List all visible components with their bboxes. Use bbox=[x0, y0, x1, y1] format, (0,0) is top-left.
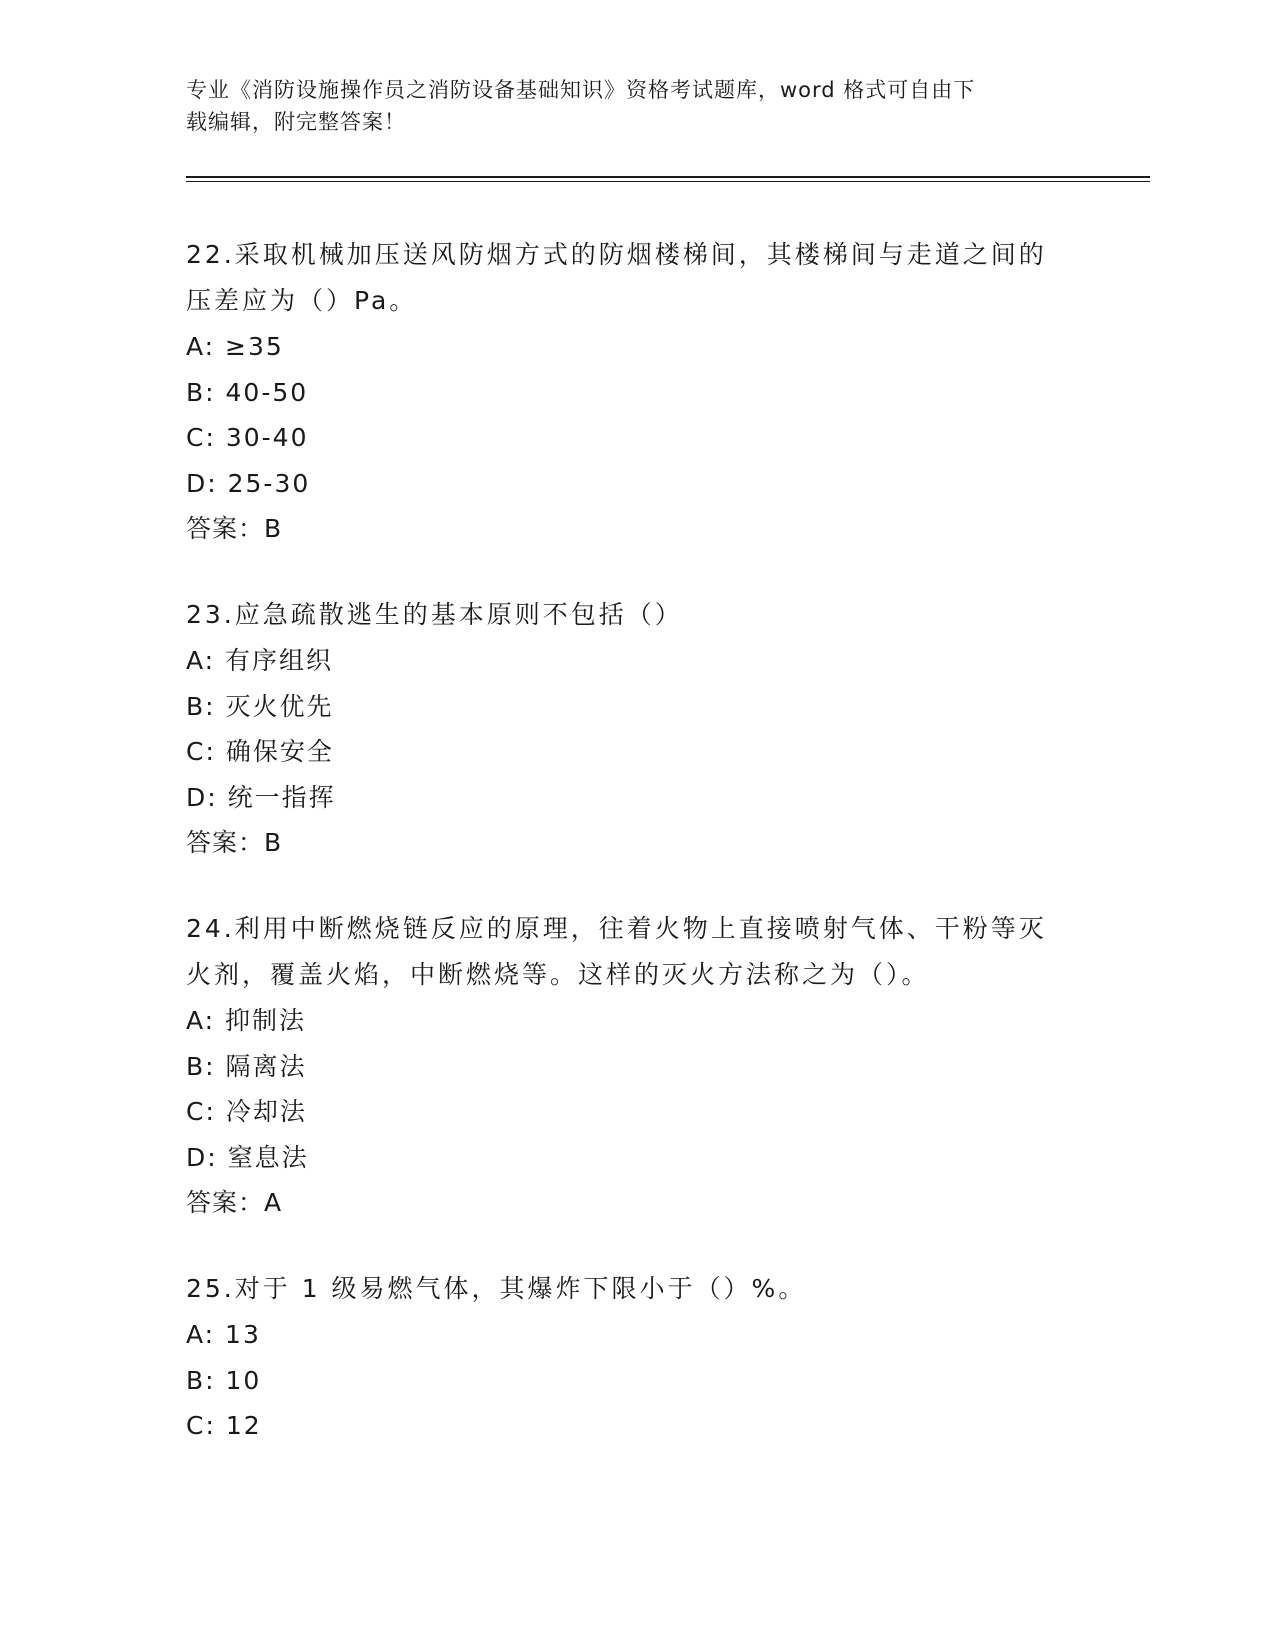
option-b: B: 隔离法 bbox=[186, 1051, 307, 1081]
answer-line: 答案：B bbox=[186, 514, 283, 543]
answer-line: 答案：A bbox=[186, 1188, 283, 1217]
document-header bbox=[186, 74, 1066, 138]
question-stem-line: 压差应为（）Pa。 bbox=[186, 286, 418, 315]
option-a: A: 有序组织 bbox=[186, 646, 334, 675]
header-line-2: 载编辑，附完整答案！ bbox=[186, 110, 406, 134]
header-divider-thick bbox=[186, 176, 1150, 178]
question-25 bbox=[186, 1266, 1086, 1449]
question-list bbox=[186, 232, 1086, 1489]
header-line-1: 专业《消防设施操作员之消防设备基础知识》资格考试题库，word 格式可自由下 bbox=[186, 78, 976, 102]
option-b: B: 40-50 bbox=[186, 377, 309, 407]
option-b: B: 灭火优先 bbox=[186, 691, 334, 721]
option-a: A: 13 bbox=[186, 1320, 261, 1349]
option-c: C: 30-40 bbox=[186, 423, 309, 452]
option-d: D: 统一指挥 bbox=[186, 782, 336, 812]
question-stem-line: 火剂，覆盖火焰，中断燃烧等。这样的灭火方法称之为（）。 bbox=[186, 960, 930, 989]
header-divider-thin bbox=[186, 181, 1150, 182]
question-22 bbox=[186, 232, 1086, 552]
question-stem-line: 22.采取机械加压送风防烟方式的防烟楼梯间，其楼梯间与走道之间的 bbox=[186, 240, 1047, 269]
question-23 bbox=[186, 592, 1086, 866]
option-d: D: 25-30 bbox=[186, 468, 311, 498]
question-stem-line: 24.利用中断燃烧链反应的原理，往着火物上直接喷射气体、干粉等灭 bbox=[186, 914, 1047, 943]
option-c: C: 12 bbox=[186, 1411, 262, 1440]
question-24 bbox=[186, 906, 1086, 1226]
question-stem-line: 25.对于 1 级易燃气体，其爆炸下限小于（）%。 bbox=[186, 1274, 807, 1303]
option-a: A: 抑制法 bbox=[186, 1006, 307, 1035]
option-c: C: 确保安全 bbox=[186, 737, 334, 766]
answer-line: 答案：B bbox=[186, 828, 283, 857]
option-d: D: 窒息法 bbox=[186, 1142, 309, 1172]
option-b: B: 10 bbox=[186, 1365, 262, 1395]
question-stem-line: 23.应急疏散逃生的基本原则不包括（） bbox=[186, 600, 683, 629]
option-a: A: ≥35 bbox=[186, 332, 284, 361]
option-c: C: 冷却法 bbox=[186, 1097, 307, 1126]
